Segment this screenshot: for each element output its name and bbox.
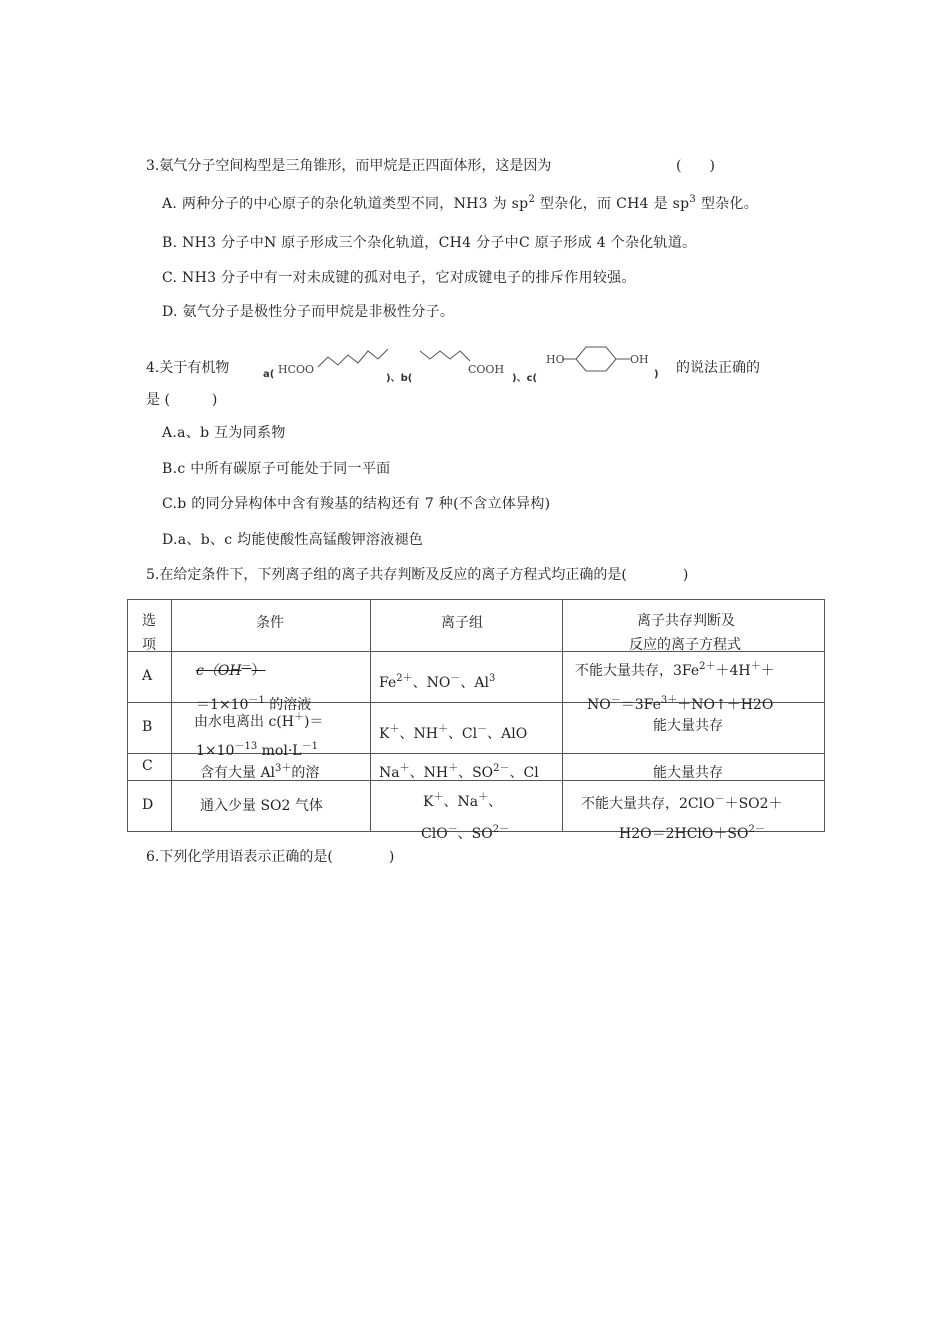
row-option: C — [128, 754, 172, 781]
q3-option-b: B. NH3 分子中N 原子形成三个杂化轨道，CH4 分子中C 原子形成 4 个杂化轨道。 — [162, 235, 697, 251]
table-row — [128, 754, 825, 781]
q6-stem: 6.下列化学用语表示正确的是( ) — [146, 849, 395, 865]
q3-option-c: C. NH3 分子中有一对未成键的孤对电子，它对成键电子的排斥作用较强。 — [162, 270, 636, 286]
row-condition: 通入少量 SO2 气体 — [172, 781, 371, 832]
struct-a-group: HCOO — [278, 363, 315, 376]
q4-stem: 4.关于有机物 — [146, 360, 230, 376]
organic-structures-figure — [260, 343, 670, 385]
row-ions: Na＋、NH＋、$SO^{2-}$、Cl — [371, 754, 563, 781]
row-judgement: 不能大量共存，2ClO－＋SO2＋ $H2O=2HClO+SO^{2-}$ — [563, 781, 825, 832]
struct-a-label: a( — [263, 369, 275, 380]
q3-option-d: D. 氨气分子是极性分子而甲烷是非极性分子。 — [162, 304, 455, 320]
q3-stem: 3.氨气分子空间构型是三角锥形，而甲烷是正四面体形，这是因为 — [146, 158, 552, 174]
struct-a-close: )、b( — [386, 373, 413, 384]
header-judgement: 离子共存判断及 反应的离子方程式 — [563, 600, 825, 652]
row-option: A — [128, 652, 172, 703]
struct-c-right: OH — [630, 353, 649, 366]
q3-option-a: A. 两种分子的中心原子的杂化轨道类型不同，NH3 为 $sp^2$ 型杂化，而 CH4 是 $sp^3$ 型杂化。 — [162, 194, 759, 212]
struct-b-close: )、c( — [512, 373, 538, 384]
q4-option-b: B.c 中所有碳原子可能处于同一平面 — [162, 461, 391, 477]
struct-c-close: ) — [654, 369, 659, 380]
table-row — [128, 652, 825, 703]
q4-option-c: C.b 的同分异构体中含有羧基的结构还有 7 种(不含立体异构) — [162, 496, 551, 512]
q5-stem: 5.在给定条件下，下列离子组的离子共存判断及反应的离子方程式均正确的是( ) — [146, 567, 689, 583]
struct-b-group: COOH — [468, 363, 505, 376]
row-ions: K＋、NH＋、Cl－、AlO — [371, 703, 563, 754]
q4-stem-tail: 的说法正确的 — [676, 360, 760, 376]
row-option: D — [128, 781, 172, 832]
q4-stem-line2: 是 ( ) — [146, 392, 218, 408]
q4-option-d: D.a、b、c 均能使酸性高锰酸钾溶液褪色 — [162, 532, 424, 548]
q3-paren: ( ) — [676, 158, 715, 174]
q4-option-a: A.a、b 互为同系物 — [162, 425, 286, 441]
row-condition: 由水电离出 c(H＋)＝ $1\times 10^{-13}$ $mol\cdot L^{-1}$ — [172, 703, 371, 754]
table-row — [128, 703, 825, 754]
header-option: 选 项 — [128, 600, 172, 652]
header-ion-group: 离子组 — [371, 600, 563, 652]
table-row — [128, 781, 825, 832]
zigzag-chain-b — [420, 345, 470, 371]
row-option: B — [128, 703, 172, 754]
row-condition: c（OH－） $=1\times 10^{-1}$ 的溶液 — [172, 652, 371, 703]
row-condition: 含有大量 $Al^{3+}$的溶 — [172, 754, 371, 781]
row-ions: K＋、Na＋、 ClO－、$SO^{2-}$ — [371, 781, 563, 832]
row-ions: $Fe^{2+}$、NO－、Al$^3$ — [371, 652, 563, 703]
row-judgement: 不能大量共存，$3Fe^{2+}+4H^++$ $NO^-=3Fe^{3+}+NO↑+H2O$ — [563, 652, 825, 703]
zigzag-chain-a — [318, 345, 388, 371]
struct-c-left: HO — [546, 353, 565, 366]
row-judgement: 能大量共存 — [563, 703, 825, 754]
cyclohexane-ring — [562, 343, 632, 377]
ion-table — [127, 599, 825, 842]
table-header-row — [128, 600, 825, 652]
header-condition: 条件 — [172, 600, 371, 652]
row-judgement: 能大量共存 — [563, 754, 825, 781]
